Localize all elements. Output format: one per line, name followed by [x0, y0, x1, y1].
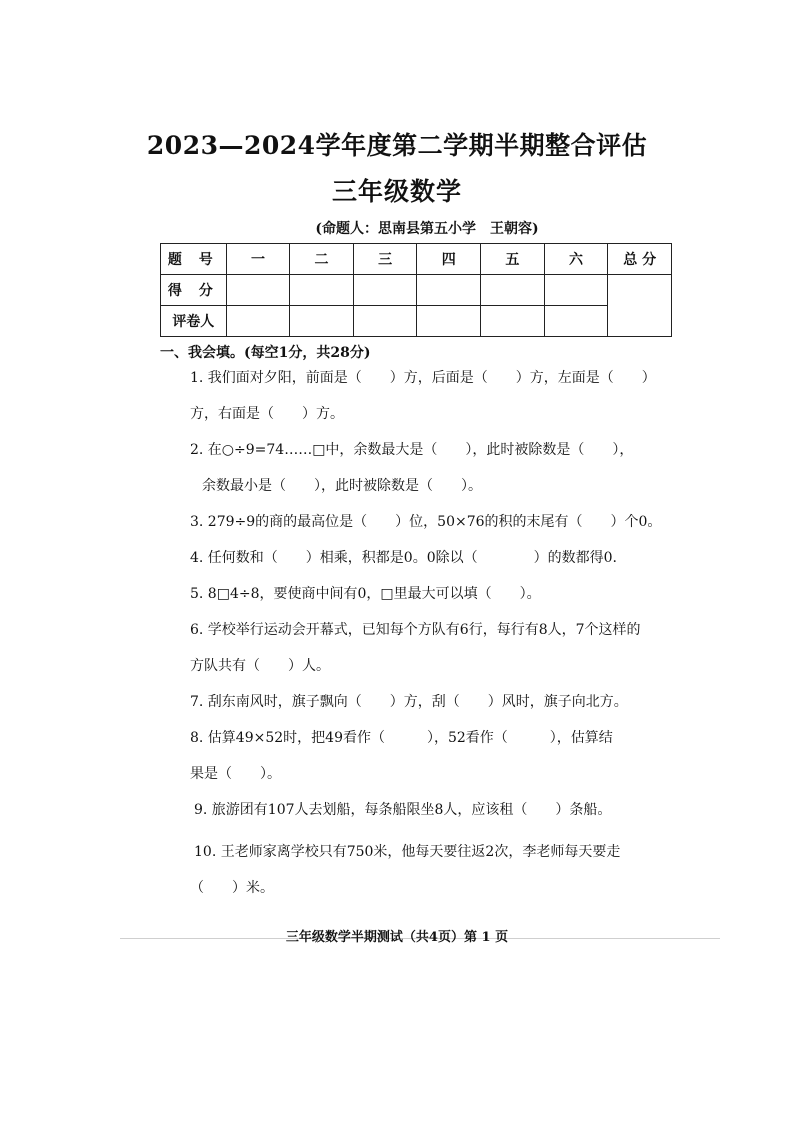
- score-cell-3[interactable]: [353, 275, 417, 306]
- grader-cell-4[interactable]: [417, 306, 481, 337]
- score-header-col-4: 四: [417, 244, 481, 275]
- author-line: (命题人：思南县第五小学 王朝容): [315, 221, 539, 237]
- question-8-line-2: 果是（ ）。: [190, 766, 281, 782]
- score-cell-1[interactable]: [226, 275, 290, 306]
- question-8-line-1: 8. 估算49×52时，把49看作（ ），52看作（ ），估算结: [190, 730, 613, 746]
- score-header-label: 题 号: [161, 244, 227, 275]
- grader-cell-3[interactable]: [353, 306, 417, 337]
- score-row: [161, 275, 672, 306]
- question-10-line-2: （ ）米。: [190, 880, 274, 896]
- score-table-header-row: [161, 244, 672, 275]
- page-footer: 三年级数学半期测试（共4页）第 1 页: [285, 930, 509, 945]
- exam-subtitle: 三年级数学: [331, 177, 462, 206]
- question-10-line-1: 10. 王老师家离学校只有750米，他每天要往返2次，李老师每天要走: [194, 844, 621, 860]
- score-cell-4[interactable]: [417, 275, 481, 306]
- question-1-line-1: 1. 我们面对夕阳，前面是（ ）方，后面是（ ）方，左面是（ ）: [190, 370, 656, 386]
- score-table: [160, 243, 672, 337]
- score-cell-2[interactable]: [290, 275, 354, 306]
- score-cell-5[interactable]: [481, 275, 545, 306]
- score-total-cell[interactable]: [608, 275, 672, 337]
- grader-row-label: 评卷人: [161, 306, 227, 337]
- question-9: 9. 旅游团有107人去划船，每条船限坐8人，应该租（ ）条船。: [194, 802, 612, 818]
- grader-cell-1[interactable]: [226, 306, 290, 337]
- grader-cell-6[interactable]: [544, 306, 608, 337]
- grader-cell-2[interactable]: [290, 306, 354, 337]
- question-2-line-1: 2. 在○÷9=74……□中，余数最大是（ ），此时被除数是（ ），: [190, 442, 634, 458]
- section-1-heading: 一、我会填。(每空1分，共28分): [160, 345, 371, 361]
- question-1-line-2: 方，右面是（ ）方。: [190, 406, 344, 422]
- score-header-col-1: 一: [226, 244, 290, 275]
- score-header-col-3: 三: [353, 244, 417, 275]
- question-3: 3. 279÷9的商的最高位是（ ）位，50×76的积的末尾有（ ）个0。: [190, 514, 662, 530]
- grader-cell-5[interactable]: [481, 306, 545, 337]
- score-row-label: 得 分: [161, 275, 227, 306]
- exam-title: 2023—2024学年度第二学期半期整合评估: [146, 131, 648, 160]
- score-header-col-6: 六: [544, 244, 608, 275]
- score-cell-6[interactable]: [544, 275, 608, 306]
- question-6-line-2: 方队共有（ ）人。: [190, 658, 330, 674]
- question-6-line-1: 6. 学校举行运动会开幕式，已知每个方队有6行，每行有8人，7个这样的: [190, 622, 641, 638]
- question-4: 4. 任何数和（ ）相乘，积都是0。0除以（ ）的数都得0.: [190, 550, 617, 566]
- score-header-col-5: 五: [481, 244, 545, 275]
- score-header-col-2: 二: [290, 244, 354, 275]
- score-header-total: 总 分: [608, 244, 672, 275]
- question-7: 7. 刮东南风时，旗子飘向（ ）方，刮（ ）风时，旗子向北方。: [190, 694, 628, 710]
- question-5: 5. 8□4÷8，要使商中间有0，□里最大可以填（ ）。: [190, 586, 541, 602]
- grader-row: [161, 306, 672, 337]
- question-2-line-2: 余数最小是（ ），此时被除数是（ ）。: [202, 478, 482, 494]
